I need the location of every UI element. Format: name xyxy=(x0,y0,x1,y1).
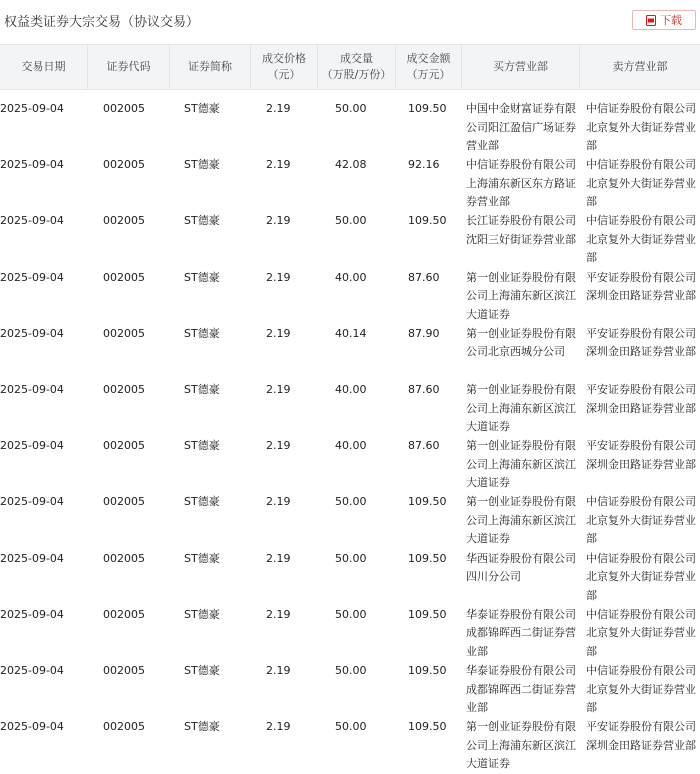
cell-buyer: 中信证券股份有限公司上海浦东新区东方路证券营业部 xyxy=(466,158,576,209)
cell-price: 2.19 xyxy=(266,439,291,453)
cell-buyer: 第一创业证券股份有限公司上海浦东新区滨江大道证券 xyxy=(466,383,576,433)
cell-price: 2.19 xyxy=(266,607,291,621)
cell-date: 2025-09-04 xyxy=(0,664,64,677)
column-header-amount xyxy=(396,45,462,89)
column-header-text: 成交价格 xyxy=(262,52,306,65)
cell-date: 2025-09-04 xyxy=(0,270,64,284)
cell-price: 2.19 xyxy=(266,720,291,734)
cell-name: ST德豪 xyxy=(184,551,220,565)
cell-date: 2025-09-04 xyxy=(0,383,64,396)
column-header-date xyxy=(0,45,88,89)
cell-volume: 42.08 xyxy=(335,158,367,172)
cell-name: ST德豪 xyxy=(184,664,220,677)
cell-price: 2.19 xyxy=(266,495,291,509)
cell-volume: 50.00 xyxy=(335,102,367,115)
cell-amount: 92.16 xyxy=(408,158,440,172)
table-row xyxy=(0,483,700,546)
download-file-icon xyxy=(646,15,656,26)
column-header-text: 卖方营业部 xyxy=(612,60,668,73)
cell-price: 2.19 xyxy=(266,326,291,340)
cell-amount: 109.50 xyxy=(408,664,447,677)
table-row xyxy=(0,540,700,602)
cell-seller: 中信证券股份有限公司北京复外大街证券营业部 xyxy=(586,102,696,152)
table-row xyxy=(0,652,700,714)
cell-volume: 40.00 xyxy=(335,383,367,396)
table-header xyxy=(0,44,700,90)
cell-code: 002005 xyxy=(103,551,145,565)
cell-amount: 109.50 xyxy=(408,495,447,509)
table-row xyxy=(0,146,700,209)
table-row xyxy=(0,90,700,152)
cell-date: 2025-09-04 xyxy=(0,102,64,115)
cell-amount: 87.60 xyxy=(408,270,440,284)
cell-amount: 109.50 xyxy=(408,214,447,228)
table-row xyxy=(0,371,700,433)
cell-date: 2025-09-04 xyxy=(0,720,64,734)
cell-price: 2.19 xyxy=(266,664,291,677)
page-title: 权益类证券大宗交易（协议交易） xyxy=(4,15,200,30)
cell-volume: 50.00 xyxy=(335,495,367,509)
cell-buyer: 第一创业证券股份有限公司上海浦东新区滨江大道证券 xyxy=(466,720,576,771)
cell-price: 2.19 xyxy=(266,158,291,172)
cell-code: 002005 xyxy=(103,214,145,228)
cell-buyer: 第一创业证券股份有限公司北京西城分公司 xyxy=(466,326,576,359)
table-row xyxy=(0,427,700,490)
cell-seller: 中信证券股份有限公司北京复外大街证券营业部 xyxy=(586,664,696,714)
cell-date: 2025-09-04 xyxy=(0,326,64,340)
cell-amount: 87.60 xyxy=(408,439,440,453)
cell-date: 2025-09-04 xyxy=(0,158,64,172)
column-header-text: 证券简称 xyxy=(188,60,232,73)
column-header-text: （万股/万份） xyxy=(321,68,392,81)
cell-seller: 中信证券股份有限公司北京复外大街证券营业部 xyxy=(586,551,696,602)
cell-code: 002005 xyxy=(103,326,145,340)
column-header-price xyxy=(251,45,318,89)
download-label: 下载 xyxy=(660,14,682,27)
cell-code: 002005 xyxy=(103,270,145,284)
cell-amount: 87.90 xyxy=(408,326,440,340)
cell-amount: 109.50 xyxy=(408,102,447,115)
cell-price: 2.19 xyxy=(266,383,291,396)
cell-seller: 平安证券股份有限公司深圳金田路证券营业部 xyxy=(586,720,696,752)
table-row xyxy=(0,708,700,771)
column-header-text: 成交金额 xyxy=(406,52,451,65)
cell-amount: 109.50 xyxy=(408,551,447,565)
cell-buyer: 长江证券股份有限公司沈阳三好街证券营业部 xyxy=(466,214,576,246)
cell-seller: 平安证券股份有限公司深圳金田路证券营业部 xyxy=(586,439,696,471)
column-header-buyer xyxy=(462,45,580,89)
cell-name: ST德豪 xyxy=(184,158,220,172)
cell-date: 2025-09-04 xyxy=(0,551,64,565)
cell-code: 002005 xyxy=(103,607,145,621)
cell-seller: 中信证券股份有限公司北京复外大街证券营业部 xyxy=(586,495,696,546)
cell-buyer: 华西证券股份有限公司四川分公司 xyxy=(466,551,576,584)
cell-volume: 50.00 xyxy=(335,214,367,228)
cell-price: 2.19 xyxy=(266,270,291,284)
cell-volume: 40.14 xyxy=(335,326,367,340)
cell-volume: 40.00 xyxy=(335,439,367,453)
column-header-text: （万元） xyxy=(406,68,451,81)
column-header-seller xyxy=(580,45,700,89)
page-header xyxy=(0,0,700,36)
cell-volume: 50.00 xyxy=(335,551,367,565)
column-header-name xyxy=(170,45,251,89)
cell-buyer: 华泰证券股份有限公司成都锦晖西二街证券营业部 xyxy=(466,664,576,714)
download-button[interactable] xyxy=(632,10,696,30)
table-row xyxy=(0,259,700,321)
column-header-text: 买方营业部 xyxy=(493,60,548,73)
cell-code: 002005 xyxy=(103,439,145,453)
cell-volume: 40.00 xyxy=(335,270,367,284)
cell-volume: 50.00 xyxy=(335,607,367,621)
column-header-text: 交易日期 xyxy=(21,60,66,73)
cell-buyer: 第一创业证券股份有限公司上海浦东新区滨江大道证券 xyxy=(466,439,576,490)
cell-seller: 平安证券股份有限公司深圳金田路证券营业部 xyxy=(586,270,696,303)
cell-date: 2025-09-04 xyxy=(0,214,64,228)
cell-price: 2.19 xyxy=(266,214,291,228)
cell-buyer: 华泰证券股份有限公司成都锦晖西二街证券营业部 xyxy=(466,607,576,658)
cell-code: 002005 xyxy=(103,102,145,115)
cell-code: 002005 xyxy=(103,383,145,396)
cell-seller: 中信证券股份有限公司北京复外大街证券营业部 xyxy=(586,158,696,209)
column-header-volume xyxy=(318,45,396,89)
cell-name: ST德豪 xyxy=(184,383,220,396)
cell-name: ST德豪 xyxy=(184,607,220,621)
cell-buyer: 第一创业证券股份有限公司上海浦东新区滨江大道证券 xyxy=(466,270,576,321)
cell-date: 2025-09-04 xyxy=(0,439,64,453)
cell-name: ST德豪 xyxy=(184,439,220,453)
cell-name: ST德豪 xyxy=(184,270,220,284)
cell-price: 2.19 xyxy=(266,551,291,565)
cell-code: 002005 xyxy=(103,495,145,509)
cell-date: 2025-09-04 xyxy=(0,607,64,621)
cell-seller: 平安证券股份有限公司深圳金田路证券营业部 xyxy=(586,383,696,415)
table-row xyxy=(0,596,700,658)
cell-amount: 109.50 xyxy=(408,720,447,734)
cell-buyer: 第一创业证券股份有限公司上海浦东新区滨江大道证券 xyxy=(466,495,576,546)
cell-volume: 50.00 xyxy=(335,664,367,677)
column-header-text: 证券代码 xyxy=(106,60,151,73)
cell-code: 002005 xyxy=(103,720,145,734)
cell-name: ST德豪 xyxy=(184,214,220,228)
cell-amount: 109.50 xyxy=(408,607,447,621)
cell-name: ST德豪 xyxy=(184,326,220,340)
cell-name: ST德豪 xyxy=(184,102,220,115)
cell-amount: 87.60 xyxy=(408,383,440,396)
cell-name: ST德豪 xyxy=(184,495,220,509)
cell-code: 002005 xyxy=(103,158,145,172)
cell-seller: 中信证券股份有限公司北京复外大街证券营业部 xyxy=(586,607,696,658)
cell-buyer: 中国中金财富证券有限公司阳江盈信广场证券营业部 xyxy=(466,102,576,152)
table-row xyxy=(0,202,700,265)
cell-seller: 中信证券股份有限公司北京复外大街证券营业部 xyxy=(586,214,696,265)
column-header-code xyxy=(88,45,170,89)
column-header-text: （元） xyxy=(267,68,301,81)
cell-volume: 50.00 xyxy=(335,720,367,734)
cell-seller: 平安证券股份有限公司深圳金田路证券营业部 xyxy=(586,326,696,359)
cell-price: 2.19 xyxy=(266,102,291,115)
cell-date: 2025-09-04 xyxy=(0,495,64,509)
column-header-text: 成交量 xyxy=(340,52,373,65)
table-row xyxy=(0,315,700,371)
cell-name: ST德豪 xyxy=(184,720,220,734)
cell-code: 002005 xyxy=(103,664,145,677)
